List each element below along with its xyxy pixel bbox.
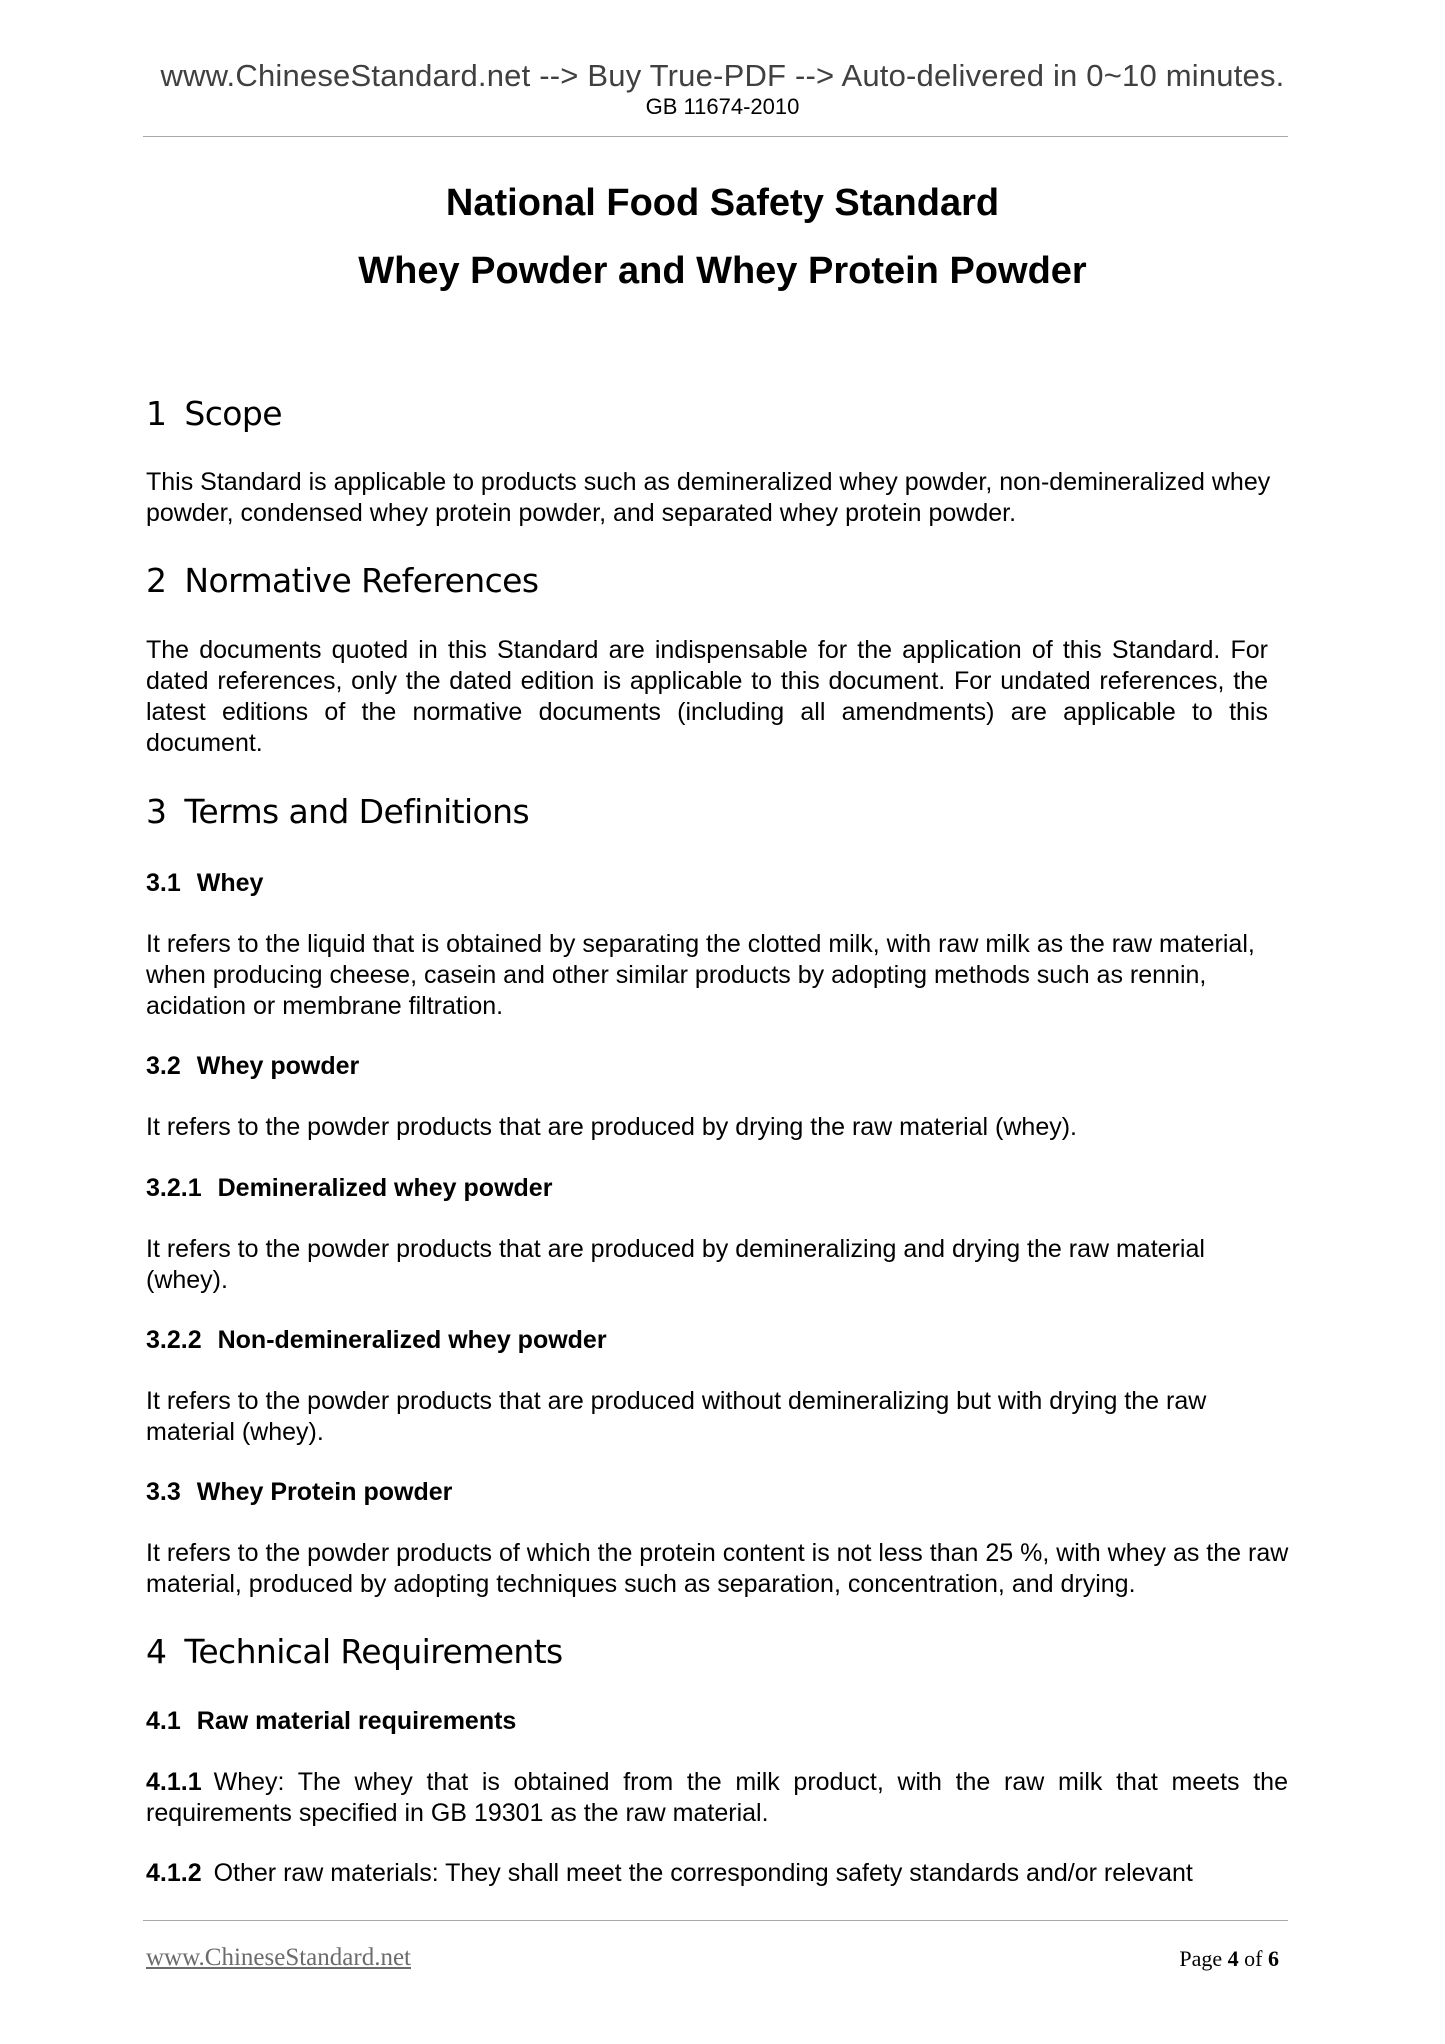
whey-definition-paragraph: It refers to the liquid that is obtained by separating the clotted milk, with raw milk as the raw material, when producing cheese, casein and other similar products by adopting methods such as rennin, acidation or membrane filtration. [146, 930, 1255, 1020]
section-heading-normative-references [146, 561, 538, 600]
document-id: GB 11674-2010 [645, 94, 800, 119]
document-title-line1: National Food Safety Standard [445, 182, 1000, 224]
clause-text: Other raw materials: They shall meet the corresponding safety standards and/or relevant [213, 1859, 1193, 1887]
header-banner: www.ChineseStandard.net --> Buy True-PDF --> Auto-delivered in 0~10 minutes. [160, 58, 1285, 93]
whey-protein-powder-paragraph: It refers to the powder products of which the protein content is not less than 25 %, with whey as the raw material, produced by adopting techniques such as separation, concentration, and drying. [146, 1539, 1289, 1598]
subsection-number: 4.1 [146, 1707, 181, 1735]
normative-references-paragraph: The documents quoted in this Standard are indispensable for the application of this Standard. For dated references, only the dated edition is applicable to this document. For undated references, the latest editions of the normative documents (including all amendments) are applicable to this document. [146, 636, 1268, 757]
other-raw-materials-paragraph [146, 1858, 1288, 1889]
subsection-title: Raw material requirements [196, 1707, 517, 1735]
scope-paragraph: This Standard is applicable to products such as demineralized whey powder, non-demineralized whey powder, condensed whey protein powder, and separated whey protein powder. [146, 468, 1271, 527]
page-indicator [1179, 1946, 1279, 1972]
page-current: 4 [1227, 1946, 1239, 1971]
whey-powder-definition-paragraph: It refers to the powder products that are produced by drying the raw material (whey). [146, 1113, 1078, 1141]
footer-divider [143, 1920, 1288, 1921]
footer-site-link[interactable]: www.ChineseStandard.net [146, 1944, 411, 1971]
section-heading-terms-definitions [146, 792, 529, 831]
page-total: 6 [1268, 1946, 1279, 1971]
section-number: 4 [146, 1632, 167, 1671]
subsection-title: Whey powder [196, 1052, 360, 1080]
non-demineralized-whey-powder-paragraph: It refers to the powder products that are produced without demineralizing but with drying the raw material (whey). [146, 1387, 1207, 1446]
clause-number: 4.1.2 [146, 1859, 202, 1887]
subsection-number: 3.2 [146, 1052, 181, 1080]
section-number: 3 [146, 792, 167, 831]
header-divider [143, 136, 1288, 137]
subsection-heading-whey-protein-powder [146, 1478, 452, 1507]
subsection-title: Demineralized whey powder [217, 1174, 553, 1202]
section-number: 2 [146, 561, 167, 600]
subsection-title: Whey Protein powder [196, 1478, 453, 1506]
subsection-title: Whey [196, 869, 264, 897]
section-title: Technical Requirements [184, 1632, 563, 1671]
demineralized-whey-powder-paragraph: It refers to the powder products that are produced by demineralizing and drying the raw material (whey). [146, 1235, 1205, 1294]
section-number: 1 [146, 394, 167, 433]
clause-text: Whey: The whey that is obtained from the milk product, with the raw milk that meets the requirements specified in GB 19301 as the raw material. [146, 1768, 1288, 1827]
section-heading-scope [146, 394, 282, 433]
clause-number: 4.1.1 [146, 1768, 202, 1796]
subsection-number: 3.1 [146, 869, 181, 897]
section-title: Normative References [184, 561, 539, 600]
section-heading-technical-requirements [146, 1632, 563, 1671]
subsection-title: Non-demineralized whey powder [217, 1326, 607, 1354]
subsection-heading-demineralized-whey-powder [146, 1174, 552, 1203]
subsection-heading-raw-material-requirements [146, 1707, 516, 1736]
subsection-number: 3.2.2 [146, 1326, 202, 1354]
page-of: of [1244, 1946, 1263, 1971]
subsection-heading-whey [146, 869, 263, 898]
subsection-number: 3.2.1 [146, 1174, 202, 1202]
subsection-number: 3.3 [146, 1478, 181, 1506]
section-title: Scope [184, 394, 282, 433]
subsection-heading-non-demineralized-whey-powder [146, 1326, 607, 1355]
page-word: Page [1179, 1946, 1223, 1971]
raw-material-whey-paragraph [146, 1767, 1288, 1829]
document-title-line2: Whey Powder and Whey Protein Powder [358, 250, 1087, 292]
subsection-heading-whey-powder [146, 1052, 359, 1081]
section-title: Terms and Definitions [184, 792, 530, 831]
